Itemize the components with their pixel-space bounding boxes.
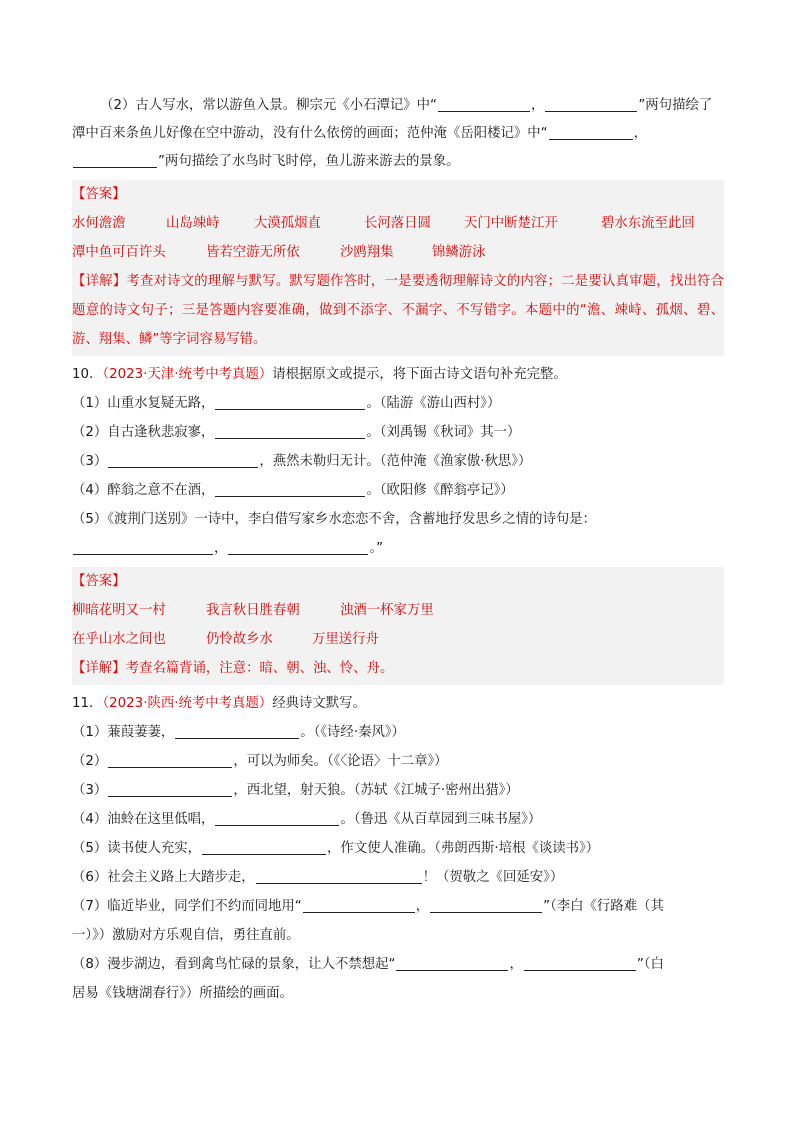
item-comma: ， <box>214 541 228 556</box>
item-text: 一）》）激励对方乐观自信，勇往直前。 <box>72 928 300 943</box>
q11-item-7 <box>72 892 724 921</box>
item-text: ，西北望，射天狼。（苏轼《江城子·密州出猎》） <box>233 783 519 798</box>
q10-item-4 <box>72 476 724 505</box>
question-source: （2023·天津·统考中考真题） <box>102 367 273 382</box>
item-text: ”（李白《行路难（其 <box>543 899 664 914</box>
q9-part2-line3 <box>72 148 724 176</box>
answer-item: 水何澹澹 <box>72 216 126 231</box>
answer-row <box>72 625 724 654</box>
detail-body: 考查对诗文的理解与默写。默写题作答时，一是要透彻理解诗文的内容；二是要认真审题，找出符合题意的诗文句子；三是答题内容要准确，做到不添字、不漏字、不写错字。本题中的“澹、竦峙、孤烟、碧、游、翔集、鳞”等字词容易写错。 <box>72 274 725 347</box>
q11-item-8-cont <box>72 979 724 1008</box>
q9-text: ”两句描绘了水鸟时飞时停，鱼儿游来游去的景象。 <box>158 154 460 169</box>
item-text: ！（贺敬之《回延安》） <box>422 870 564 885</box>
answer-item: 大漠孤烟直 <box>254 216 321 231</box>
answer-item: 长河落日圆 <box>364 216 431 231</box>
q11-item-3 <box>72 776 724 805</box>
item-text: （8）漫步湖边，看到禽鸟忙碌的景象，让人不禁想起“ <box>72 957 396 972</box>
answer-blank[interactable] <box>524 954 636 971</box>
answer-item: 浊酒一杯家万里 <box>340 603 434 618</box>
q10-item-2 <box>72 418 724 447</box>
item-text: ，作文使人准确。（弗朗西斯·培根《谈读书》） <box>327 841 600 856</box>
item-text: （5）《渡荆门送别》一诗中，李白借写家乡水恋恋不舍，含蓄地抒发思乡之情的诗句是： <box>72 512 597 527</box>
answer-row <box>72 596 724 625</box>
answer-item: 万里送行舟 <box>312 632 379 647</box>
q10-item-5-blanks <box>72 534 724 563</box>
detail-label: 【详解】 <box>72 661 126 676</box>
q10-item-5 <box>72 505 724 534</box>
answer-blank[interactable] <box>108 780 232 797</box>
question-number: 10． <box>72 367 103 382</box>
answer-item: 在乎山水之间也 <box>72 632 166 647</box>
q10-item-1 <box>72 389 724 418</box>
answer-label: 【答案】 <box>72 187 126 202</box>
item-text: 。（欧阳修《醉翁亭记》） <box>366 483 514 498</box>
answer-blank[interactable] <box>215 393 365 410</box>
q11-item-8 <box>72 950 724 979</box>
item-text: 。（刘禹锡《秋词》其一） <box>366 425 521 440</box>
answer-item: 仍怜故乡水 <box>206 632 273 647</box>
q9-text: ”两句描绘了 <box>638 98 713 113</box>
answer-item: 锦鳞游泳 <box>432 245 486 260</box>
answer-item: 我言秋日胜春朝 <box>206 603 300 618</box>
answer-label-row <box>72 567 724 596</box>
document-page <box>72 92 724 1008</box>
question-text: 请根据原文或提示，将下面古诗文语句补充完整。 <box>272 367 567 382</box>
answer-blank[interactable] <box>215 480 365 497</box>
question-text: 经典诗文默写。 <box>272 696 366 711</box>
question-source: （2023·陕西·统考中考真题） <box>102 696 273 711</box>
item-text: （3） <box>72 783 108 798</box>
detail-label: 【详解】 <box>72 274 127 289</box>
answer-item: 柳暗花明又一村 <box>72 603 166 618</box>
q9-comma: ， <box>530 98 545 113</box>
item-text: 。（《诗经·秦风》） <box>300 725 405 740</box>
answer-blank[interactable] <box>430 896 542 913</box>
answer-item: 沙鸥翔集 <box>340 245 394 260</box>
q9-text: （2）古人写水，常以游鱼入景。柳宗元《小石潭记》中“ <box>100 98 437 113</box>
item-text: 。（鲁迅《从百草园到三味书屋》） <box>340 812 542 827</box>
answer-row <box>72 238 724 267</box>
item-text: （1）山重水复疑无路， <box>72 396 215 411</box>
item-text: （4）醉翁之意不在酒， <box>72 483 215 498</box>
item-text: ，燕然未勒归无计。（范仲淹《渔家傲·秋思》） <box>259 454 532 469</box>
answer-item: 碧水东流至此回 <box>601 216 695 231</box>
answer-blank[interactable] <box>215 422 365 439</box>
item-text: （2） <box>72 754 108 769</box>
q10-heading <box>72 360 724 389</box>
item-text: （4）油蛉在这里低唱， <box>72 812 215 827</box>
answer-item: 潭中鱼可百许头 <box>72 245 166 260</box>
answer-label: 【答案】 <box>72 574 126 589</box>
q11-heading <box>72 689 724 718</box>
q11-item-5 <box>72 834 724 863</box>
answer-blank[interactable] <box>549 123 633 140</box>
answer-item: 天门中断楚江开 <box>464 216 558 231</box>
item-text: 居易《钱塘湖春行》）所描绘的画面。 <box>72 986 293 1001</box>
answer-label-row <box>72 180 724 209</box>
q10-item-3 <box>72 447 724 476</box>
answer-blank[interactable] <box>438 95 530 112</box>
item-text: （1）蒹葭萋萋， <box>72 725 175 740</box>
answer-blank[interactable] <box>215 809 339 826</box>
answer-box-q9 <box>72 180 724 356</box>
q11-item-6 <box>72 863 724 892</box>
item-text: （7）临近毕业，同学们不约而同地用“ <box>72 899 302 914</box>
item-text: （3） <box>72 454 108 469</box>
answer-blank[interactable] <box>256 867 422 884</box>
answer-blank[interactable] <box>175 722 299 739</box>
detail-text <box>72 654 724 683</box>
answer-item: 皆若空游无所依 <box>206 245 300 260</box>
answer-blank[interactable] <box>303 896 415 913</box>
detail-body: 考查名篇背诵，注意：暗、朝、浊、怜、舟。 <box>125 661 394 676</box>
answer-box-q10 <box>72 567 724 685</box>
q11-item-2 <box>72 747 724 776</box>
answer-blank[interactable] <box>228 538 368 555</box>
item-text: 。（陆游《游山西村》） <box>366 396 501 411</box>
q9-part2-line2 <box>72 120 724 148</box>
q9-text: 潭中百来条鱼儿好像在空中游动，没有什么依傍的画面；范仲淹《岳阳楼记》中“ <box>72 126 548 141</box>
answer-item: 山岛竦峙 <box>166 216 220 231</box>
q9-part2-line1 <box>72 92 724 120</box>
answer-blank[interactable] <box>73 538 213 555</box>
q11-item-1 <box>72 718 724 747</box>
item-comma: ， <box>415 899 430 914</box>
answer-blank[interactable] <box>396 954 508 971</box>
q11-item-4 <box>72 805 724 834</box>
question-number: 11． <box>72 696 103 711</box>
item-text: 。” <box>369 541 384 556</box>
answer-blank[interactable] <box>202 838 326 855</box>
q11-item-7-cont <box>72 921 724 950</box>
item-comma: ， <box>509 957 523 972</box>
item-text: ，可以为师矣。（《〈论语〉十二章》） <box>233 754 448 769</box>
answer-blank[interactable] <box>108 451 258 468</box>
item-text: ”（白 <box>636 957 664 972</box>
item-text: （5）读书使人充实， <box>72 841 202 856</box>
answer-row <box>72 209 724 238</box>
item-text: （2）自古逢秋悲寂寥， <box>72 425 215 440</box>
detail-text <box>72 267 724 354</box>
answer-blank[interactable] <box>73 151 157 168</box>
answer-blank[interactable] <box>108 751 232 768</box>
answer-blank[interactable] <box>545 95 637 112</box>
item-text: （6）社会主义路上大踏步走， <box>72 870 255 885</box>
q9-comma: ， <box>633 126 647 141</box>
